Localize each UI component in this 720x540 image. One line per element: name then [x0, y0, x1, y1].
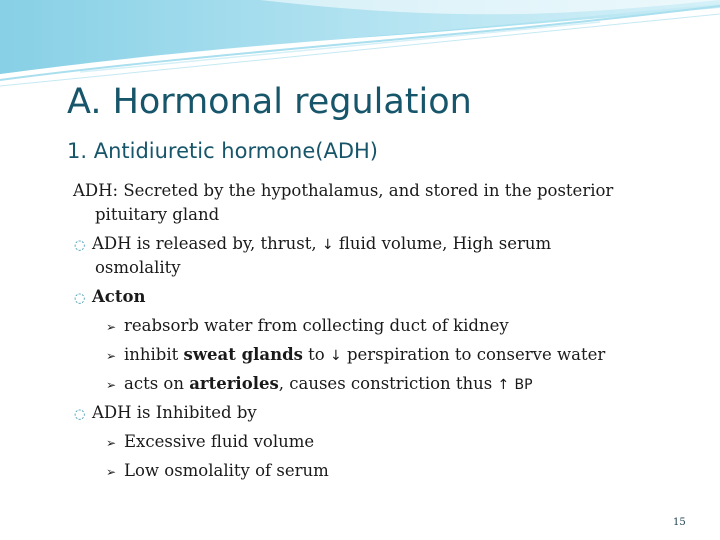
action-2-bold: sweat glands	[183, 345, 303, 364]
action-1-text: reabsorb water from collecting duct of kidney	[124, 316, 509, 335]
arrowhead-bullet-icon: ➢	[106, 349, 117, 363]
action-heading: Acton	[92, 287, 146, 306]
action-3-text-c: , causes constriction thus	[278, 374, 493, 393]
header-wave-decoration	[0, 0, 720, 90]
circled-bullet-icon: ◌	[74, 291, 86, 306]
up-arrow-icon: ↑	[497, 377, 510, 393]
down-arrow-icon: ↓	[321, 237, 334, 253]
intro-line: ADH: Secreted by the hypothalamus, and stored in the posterior	[73, 181, 614, 200]
arrowhead-bullet-icon: ➢	[106, 378, 117, 392]
action-3-text-a: acts on	[124, 374, 184, 393]
arrowhead-bullet-icon: ➢	[106, 320, 117, 334]
action-item-2	[106, 340, 605, 369]
inhibited-bullet	[74, 398, 257, 427]
arrowhead-bullet-icon: ➢	[106, 465, 117, 479]
arrowhead-bullet-icon: ➢	[106, 436, 117, 450]
inhibit-1-text: Excessive fluid volume	[124, 432, 315, 451]
action-3-text-d: BP	[514, 377, 533, 393]
action-bullet	[74, 282, 145, 311]
page-number: 15	[673, 517, 686, 528]
action-item-3	[106, 369, 533, 398]
inhibit-item-1	[106, 427, 314, 456]
inhibit-2-text: Low osmolality of serum	[124, 461, 329, 480]
released-text-a: ADH is released by, thrust,	[92, 234, 317, 253]
slide-subtitle: 1. Antidiuretic hormone(ADH)	[67, 139, 378, 163]
action-item-1	[106, 311, 509, 340]
intro-line-cont: pituitary gland	[95, 205, 220, 224]
inhibit-item-2	[106, 456, 329, 485]
released-text-b: fluid volume, High serum	[338, 234, 552, 253]
action-2-text-a: inhibit	[124, 345, 179, 364]
circled-bullet-icon: ◌	[74, 238, 86, 253]
inhibited-heading: ADH is Inhibited by	[92, 403, 257, 422]
circled-bullet-icon: ◌	[74, 407, 86, 422]
action-3-bold: arterioles	[189, 374, 279, 393]
released-line-cont: osmolality	[95, 258, 181, 277]
action-2-text-c: to	[308, 345, 325, 364]
slide-title: A. Hormonal regulation	[67, 82, 472, 122]
action-2-text-d: perspiration to conserve water	[346, 345, 606, 364]
down-arrow-icon: ↓	[329, 348, 342, 364]
